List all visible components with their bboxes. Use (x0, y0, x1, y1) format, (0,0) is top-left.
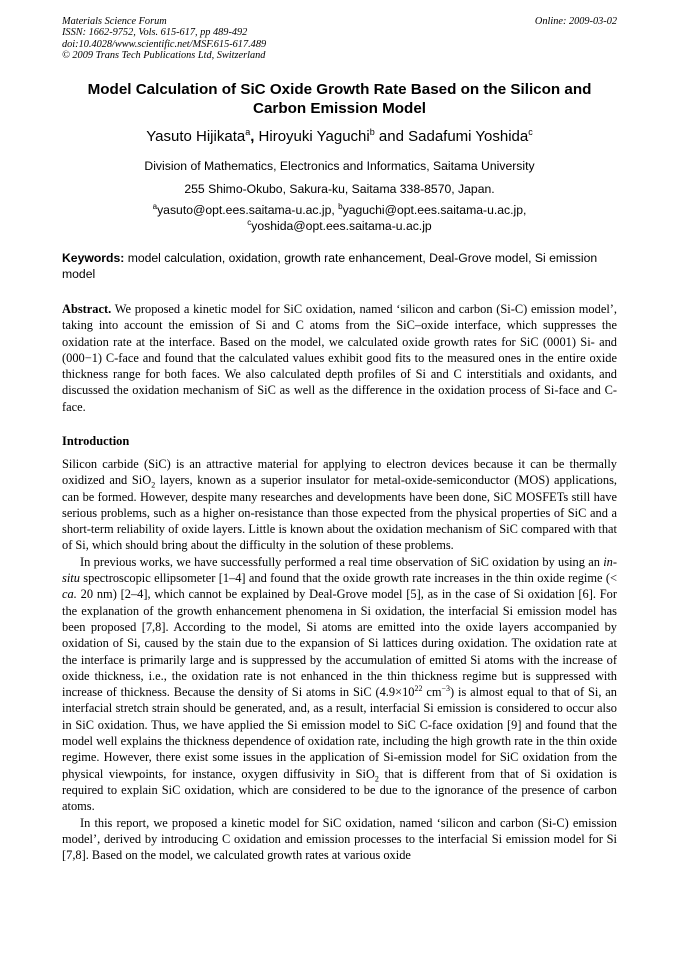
author-sep-1: , (250, 128, 255, 145)
p2-sub: 2 (374, 774, 379, 784)
email-c[interactable]: yoshida@opt.ees.saitama-u.ac.jp (251, 219, 432, 233)
p2-text-e: ) is almost equal to that of Si, an interfacial stretch strain should be generated, and, as a result, interfacial Si emission is considered to occur also in SiC oxidation. Thus, we have applied the Si emission model to SiC C-face oxidation [9] and found that the model well explains the thickness dependence of oxidation rate, including the high growth rate in the thin oxide regime. However, there exist some issues in the application of Si-emission model for SiC oxidation from the physical viewpoints, for instance, oxygen diffusivity in SiO (62, 685, 617, 781)
paper-title: Model Calculation of SiC Oxide Growth Rate Based on the Silicon and Carbon Emission Model (87, 81, 592, 117)
p2-text-a: In previous works, we have successfully performed a real time observation of SiC oxidation by using an (80, 554, 604, 569)
p2-italic-1: in-situ (62, 554, 617, 586)
abstract-text: We proposed a kinetic model for SiC oxidation, named ‘silicon and carbon (Si-C) emission model’, taking into account the emission of Si and C atoms from the SiC–oxide interface, which suppresses the oxidation rate at the interface. Based on the model, we calculated oxide growth rates for SiC (0001) Si- and (000−1) C-face and found that the calculated values exhibit good fits to the measured ones in the entire oxide thickness range for both faces. We also calculated depth profiles of Si and C interstitials and oxidants, and discussed the oxidation mechanism of SiC as well as the difference in the oxidation process of Si-face and C-face. (62, 302, 617, 414)
email-line-2 (62, 218, 617, 234)
keywords-label: Keywords: (62, 251, 125, 265)
keywords (62, 250, 617, 282)
p2-text-d: cm (422, 685, 442, 700)
p1-text-a: Silicon carbide (SiC) is an attractive material for applying to electron devices because it can be thermally oxidized and SiO (62, 457, 617, 488)
author-sep-2: and (374, 128, 409, 145)
journal-name: Materials Science Forum (62, 16, 167, 27)
intro-paragraph-2 (62, 554, 617, 815)
doi-line: doi:10.4028/www.scientific.net/MSF.615-617.489 (62, 38, 267, 50)
p1-sub: 2 (151, 480, 156, 490)
email-a[interactable]: yasuto@opt.ees.saitama-u.ac.jp, (157, 203, 339, 217)
p1-text-b: layers, known as a superior insulator for metal-oxide-semiconductor (MOS) applications, can be formed. However, despite many researches and developments have been done, SiC MOSFETs still have serious problems, such as a higher on-resistance than those expected from the physical properties of SiC and a short-term reliability of oxide layers. Little is known about the oxidation mechanism of SiC compared with that of Si, which should bring about the difficulty in the solution of these problems. (62, 473, 617, 553)
p2-italic-2: ca. (62, 587, 77, 602)
section-heading-introduction: Introduction (62, 434, 130, 448)
author-2: Hiroyuki Yaguchi (254, 128, 370, 145)
abstract-label: Abstract. (62, 302, 112, 316)
author-list (62, 128, 617, 146)
email-c-mark: c (247, 217, 252, 227)
keywords-text: model calculation, oxidation, growth rate enhancement, Deal-Grove model, Si emission model (62, 251, 598, 281)
author-1-affil: a (245, 127, 251, 137)
author-1: Yasuto Hijikata (146, 128, 246, 145)
p2-text-c: 20 nm) [2–4], which cannot be explained by Deal-Grove model [5], as in the case of Si oxidation [6]. For the explanation of the growth enhancement phenomena in Si oxidation, the interfacial Si emission model has been proposed [7,8]. According to the model, Si atoms are emitted into the oxide layers accompanied by oxidation of Si, caused by the stain due to the expansion of Si lattices during oxidation. The oxidation rate at the interface is primarily large and is suppressed by the accumulation of emitted Si atoms with the increase of oxide thickness, i.e., the oxidation rate is not enhanced in the thin thickness regime but is suppressed with increase of thickness. Because the density of Si atoms in SiC (4.9×10 (62, 587, 617, 700)
p2-sup-2: −3 (441, 684, 451, 694)
email-b-mark: b (338, 201, 343, 211)
affiliation-line-2: 255 Shimo-Okubo, Sakura-ku, Saitama 338-8570, Japan. (184, 182, 495, 196)
email-b[interactable]: yaguchi@opt.ees.saitama-u.ac.jp, (342, 203, 527, 217)
introduction-body (62, 456, 617, 863)
abstract (62, 301, 617, 415)
p2-sup-1: 22 (414, 684, 423, 694)
copyright-line: © 2009 Trans Tech Publications Ltd, Switzerland (62, 50, 266, 62)
affiliation-line-1: Division of Mathematics, Electronics and Informatics, Saitama University (144, 159, 535, 173)
intro-paragraph-1 (62, 456, 617, 554)
intro-paragraph-3: In this report, we proposed a kinetic model for SiC oxidation, named ‘silicon and carbon (Si-C) emission model’, derived by introducing C oxidation and emission processes to the interfacial Si emission model for Si [7,8]. Based on the model, we calculated growth rates at various oxide (62, 815, 617, 863)
issn-line: ISSN: 1662-9752, Vols. 615-617, pp 489-492 (62, 27, 248, 39)
journal-header (62, 16, 617, 62)
online-date: Online: 2009-03-02 (534, 16, 617, 27)
author-3: Sadafumi Yoshida (408, 128, 529, 145)
p2-text-b: spectroscopic ellipsometer [1–4] and found that the oxide growth rate increases in the thin oxide regime (< (79, 571, 617, 586)
author-2-affil: b (369, 127, 375, 137)
email-a-mark: a (152, 201, 158, 211)
author-3-affil: c (528, 127, 533, 137)
p2-text-f: that is different from that of Si oxidation is required to explain SiC oxidation, which are considered to be due to the ignorance of the presence of carbon atoms. (62, 766, 617, 814)
email-line-1 (62, 202, 617, 218)
